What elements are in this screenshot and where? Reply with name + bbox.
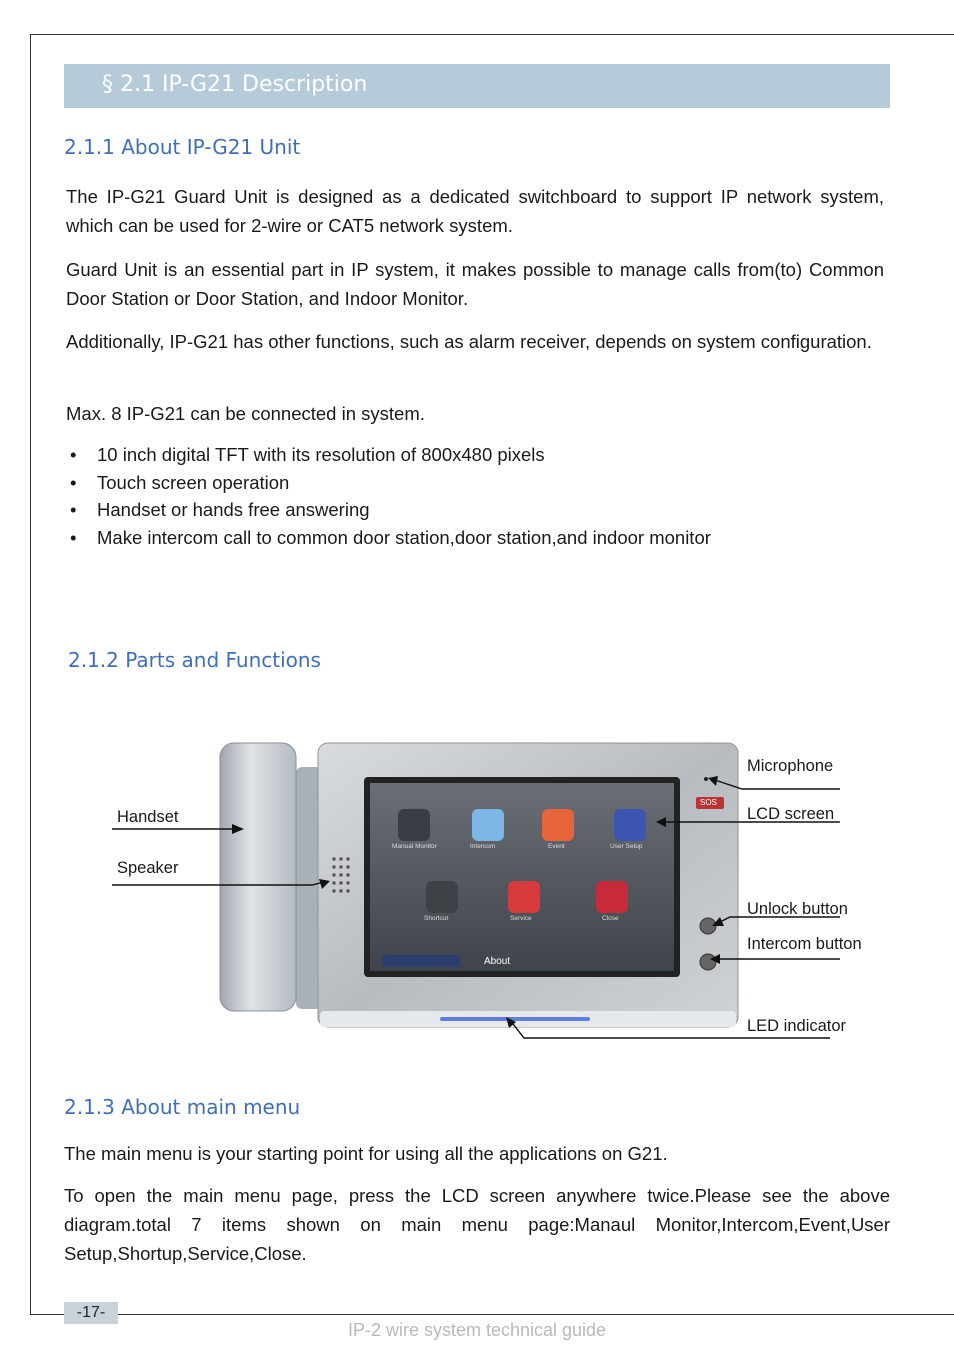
device-illustration [100, 735, 880, 1055]
footer-guide-title: IP-2 wire system technical guide [347, 1320, 607, 1340]
page-number: -17- [64, 1302, 118, 1324]
menu-paragraph: The main menu is your starting point for using all the applications on G21. [64, 1143, 668, 1164]
sos-badge: SOS [700, 798, 717, 807]
screen-icon-label: Manual Monitor [392, 843, 437, 850]
screen-icon-label: Event [548, 843, 565, 850]
callout-microphone: Microphone [747, 757, 834, 775]
screen-icon-label: User Setup [610, 843, 643, 850]
about-paragraph: Guard Unit is an essential part in IP system, it makes possible to manage calls from(to) Common Door Station or Door Station, and Indoor Monitor. [66, 259, 884, 309]
list-item: • 10 inch digital TFT with its resolution of 800x480 pixels [70, 441, 870, 469]
frame-left-rule [30, 34, 31, 1314]
feature-list [70, 441, 870, 551]
callout-handset: Handset [117, 808, 179, 826]
list-item: • Touch screen operation [70, 469, 870, 497]
menu-heading: 2.1.3 About main menu [64, 1095, 301, 1119]
screen-about-label: About [484, 956, 511, 967]
menu-paragraph: To open the main menu page, press the LCD screen anywhere twice.Please see the above diagram.total 7 items shown on main menu page:Manaul Monitor,Intercom,Event,User Setup,Shortup,Service,Close. [64, 1185, 890, 1264]
about-heading: 2.1.1 About IP-G21 Unit [64, 135, 301, 159]
frame-top-rule [30, 34, 954, 35]
section-title: § 2.1 IP-G21 Description [102, 72, 368, 97]
device-diagram [100, 735, 880, 1055]
about-paragraph: The IP-G21 Guard Unit is designed as a dedicated switchboard to support IP network system, which can be used for 2-wire or CAT5 network system. [66, 186, 884, 236]
callout-lcd-screen: LCD screen [747, 805, 835, 823]
screen-icon-label: Intercom [470, 843, 496, 850]
screen-icon-label: Service [510, 915, 532, 922]
list-item: • Handset or hands free answering [70, 496, 870, 524]
screen-icon-label: Shortcut [424, 915, 449, 922]
parts-heading: 2.1.2 Parts and Functions [68, 648, 321, 672]
about-paragraph: Additionally, IP-G21 has other functions, such as alarm receiver, depends on system configuration. [66, 331, 872, 352]
callout-speaker: Speaker [117, 859, 179, 877]
callout-unlock-button: Unlock button [747, 900, 848, 918]
list-item: • Make intercom call to common door station,door station,and indoor monitor [70, 524, 870, 552]
callout-led-indicator: LED indicator [747, 1017, 847, 1035]
frame-bottom-rule [30, 1314, 954, 1315]
about-paragraph: Max. 8 IP-G21 can be connected in system. [66, 403, 425, 424]
screen-icon-label: Close [602, 915, 619, 922]
section-title-bar [64, 64, 890, 108]
callout-intercom-button: Intercom button [747, 935, 862, 953]
